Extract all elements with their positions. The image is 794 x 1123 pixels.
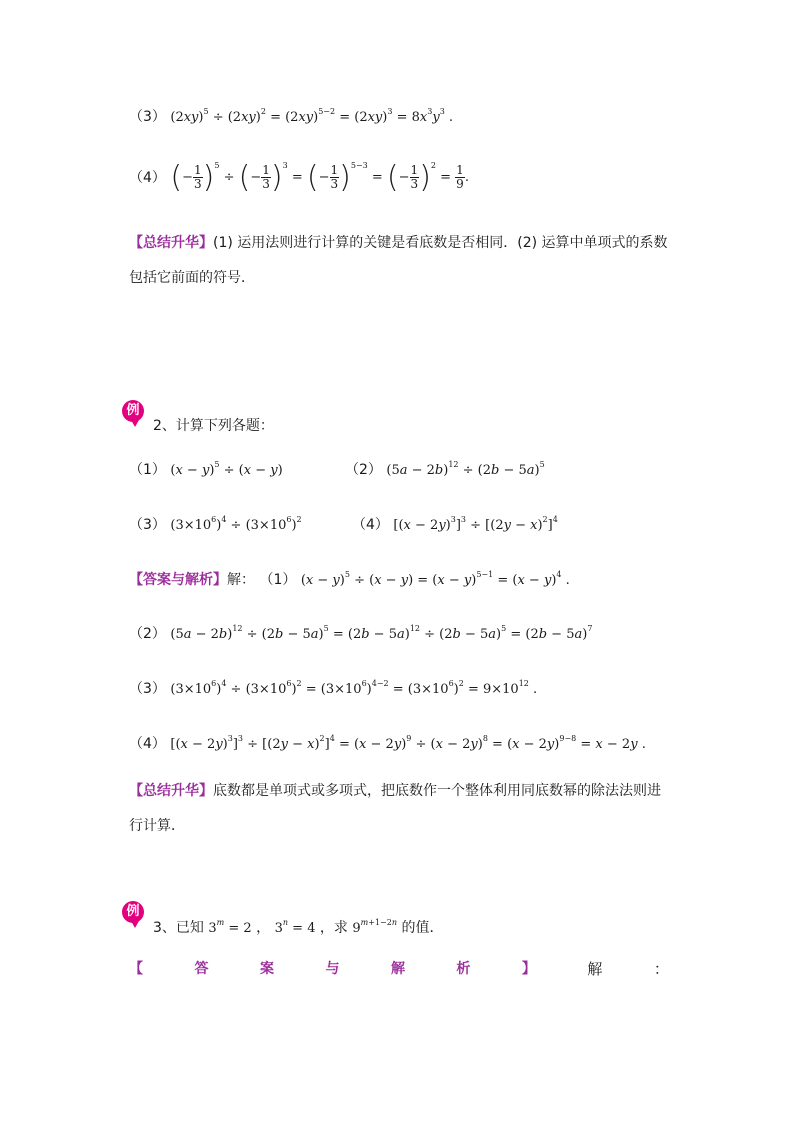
item-label: （2） [345,462,382,478]
question-2-4 [352,514,558,534]
summary-paragraph-1 [129,226,669,296]
solution-line-3 [129,106,453,126]
question-2-1 [129,459,283,479]
target-expression: $9^{m+1-2n}$ [352,917,397,936]
item-label: （3） [129,109,166,125]
example-badge-icon: 例 [122,400,144,422]
example-badge-icon: 例 [122,901,144,923]
answer-expression-3: $(3\times 10^6)^4 \div (3\times 10^6)^2 = (3\times 10^6)^{4-2} = (3\times 10^6)^2 = 9\times 10^{12}$ . [170,678,538,697]
answer-tag: 【答案与解析】 [129,572,227,588]
example-2-title: 2、计算下列各题： [153,418,274,434]
equation-4: (− $\frac{1}{3}$ )$^5$ ÷ (− $\frac{1}{3}$ )$^3$ = (− $\frac{1}{3}$ )$^{5-3}$ = (− $\frac{1}{3}$ )$^2$ = $\frac{1}{9}$ . [170,160,469,195]
item-label: （1） [129,462,166,478]
q1-expression: $(x - y)^5 \div (x - y)$ [170,459,283,478]
question-2-2 [345,459,545,479]
answer-expression-1: $(x - y)^5 \div (x - y) = (x - y)^{5-1} = (x - y)^4$ . [300,569,570,588]
given-2: $3^n = 4$ [274,917,316,936]
answer-2-1 [129,569,570,589]
item-label: （3） [129,517,166,533]
answer-3-heading: 【 答 案 与 解 析 】 解 ： [129,960,669,978]
summary-text: 底数都是单项式或多项式，把底数作一个整体利用同底数幂的除法法则进行计算． [129,783,661,834]
item-label: （3） [129,681,166,697]
given-1: $3^m = 2$ [208,917,252,936]
item-label: （1） [259,572,297,588]
question-2-3 [129,514,302,534]
q3-expression: $(3\times 10^6)^4 \div (3\times 10^6)^2$ [170,514,302,533]
example-3-title: 3、已知 $3^m = 2$ ， $3^n = 4$ ，求 $9^{m+1-2n}$ 的值． [153,917,444,936]
summary-text: (1) 运用法则进行计算的关键是看底数是否相同．(2) 运算中单项式的系数包括它前面的符号． [129,235,668,286]
item-label: （4） [129,736,166,752]
answer-2-2 [129,623,592,643]
summary-tag: 【总结升华】 [129,235,213,251]
item-label: （2） [129,626,166,642]
summary-tag: 【总结升华】 [129,783,213,799]
answer-expression-4: $[(x - 2y)^3]^3 \div [(2y - x)^2]^4 = (x - 2y)^9 \div (x - 2y)^8 = (x - 2y)^{9-8} = x - 2y$ . [170,733,646,752]
answer-expression-2: $(5a - 2b)^{12} \div (2b - 5a)^5 = (2b - 5a)^{12} \div (2b - 5a)^5 = (2b - 5a)^7$ [170,623,593,642]
equation-3: $(2xy)^5 \div (2xy)^2 = (2xy)^{5-2} = (2xy)^3 = 8x^3y^3$ . [170,106,454,125]
item-label: （4） [129,170,166,186]
answer-2-3 [129,678,537,698]
summary-paragraph-2 [129,774,669,844]
solution-line-4 [129,160,469,195]
item-label: （4） [352,517,389,533]
q2-expression: $(5a - 2b)^{12} \div (2b - 5a)^5$ [386,459,545,478]
answer-lead: 解： [227,572,255,588]
answer-2-4 [129,733,646,753]
q4-expression: $[(x - 2y)^3]^3 \div [(2y - x)^2]^4$ [393,514,558,533]
